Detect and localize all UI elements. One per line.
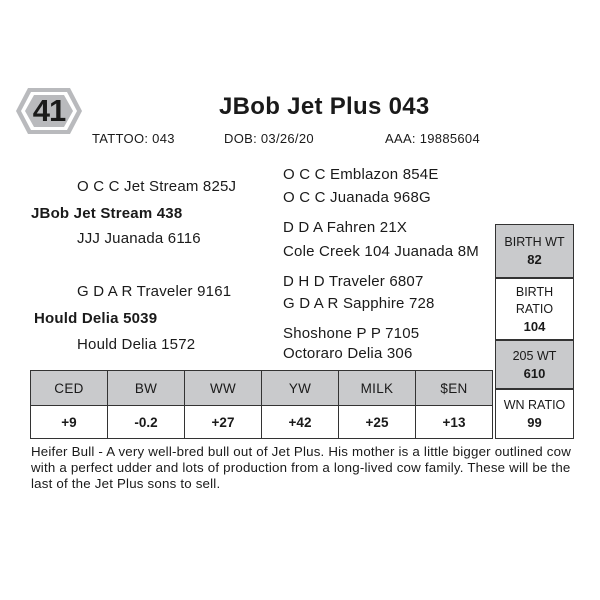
pedigree-sire-sire: O C C Jet Stream 825J xyxy=(77,178,237,195)
pedigree-sire-sire-dam: O C C Juanada 968G xyxy=(283,189,431,206)
epd-value-en: +13 xyxy=(416,406,493,439)
epd-value-milk: +25 xyxy=(339,406,416,439)
pedigree-sire-dam: JJJ Juanada 6116 xyxy=(77,230,201,247)
epd-table xyxy=(30,370,493,439)
birth-weight-label: BIRTH WT xyxy=(504,235,565,249)
epd-header-bw: BW xyxy=(108,371,185,406)
pedigree-dam-dam: Hould Delia 1572 xyxy=(77,336,196,353)
birth-weight-value: 82 xyxy=(527,252,542,267)
pedigree-dam-sire: G D A R Traveler 9161 xyxy=(77,283,232,300)
pedigree-dam-sire-dam: G D A R Sapphire 728 xyxy=(283,295,435,312)
pedigree-dam-dam-sire: Shoshone P P 7105 xyxy=(283,325,420,342)
birth-weight-box xyxy=(495,224,574,278)
epd-header-milk: MILK xyxy=(339,371,416,406)
tattoo-label: TATTOO: 043 xyxy=(92,131,175,146)
epd-value-row xyxy=(31,406,493,439)
weaning-weight-value: 610 xyxy=(523,365,546,381)
weaning-ratio-box xyxy=(495,389,574,439)
epd-header-ced: CED xyxy=(31,371,108,406)
epd-header-en: $EN xyxy=(416,371,493,406)
weaning-weight-label: 205 WT xyxy=(512,348,557,363)
lot-badge xyxy=(14,86,84,136)
pedigree-dam-sire-sire: D H D Traveler 6807 xyxy=(283,273,424,290)
birth-ratio-box xyxy=(495,278,574,340)
animal-name: JBob Jet Plus 043 xyxy=(219,93,430,120)
pedigree-sire-sire-sire: O C C Emblazon 854E xyxy=(283,166,439,183)
epd-value-ced: +9 xyxy=(31,406,108,439)
weaning-weight-box xyxy=(495,340,574,389)
weaning-ratio-label: WN RATIO xyxy=(503,398,566,412)
epd-value-bw: -0.2 xyxy=(108,406,185,439)
pedigree-sire-dam-sire: D D A Fahren 21X xyxy=(283,219,408,236)
epd-header-row xyxy=(31,371,493,406)
aaa-registration: AAA: 19885604 xyxy=(385,131,480,146)
pedigree-dam: Hould Delia 5039 xyxy=(34,310,158,327)
birth-ratio-label: BIRTH RATIO xyxy=(515,284,554,316)
epd-header-yw: YW xyxy=(262,371,339,406)
lot-number: 41 xyxy=(32,93,66,128)
pedigree-dam-dam-dam: Octoraro Delia 306 xyxy=(283,345,413,362)
epd-header-ww: WW xyxy=(185,371,262,406)
lot-description: Heifer Bull - A very well-bred bull out of Jet Plus. His mother is a little bigger outlined cow with a perfect udder and lots of production from a long-lived cow family. These will be the last of the Jet Plus sons to sell. xyxy=(31,444,572,491)
weaning-ratio-value: 99 xyxy=(527,415,542,430)
birth-ratio-value: 104 xyxy=(523,318,546,334)
epd-value-yw: +42 xyxy=(262,406,339,439)
dob-label: DOB: 03/26/20 xyxy=(224,131,314,146)
epd-value-ww: +27 xyxy=(185,406,262,439)
pedigree-sire-dam-dam: Cole Creek 104 Juanada 8M xyxy=(283,243,479,260)
pedigree-sire: JBob Jet Stream 438 xyxy=(31,205,183,222)
